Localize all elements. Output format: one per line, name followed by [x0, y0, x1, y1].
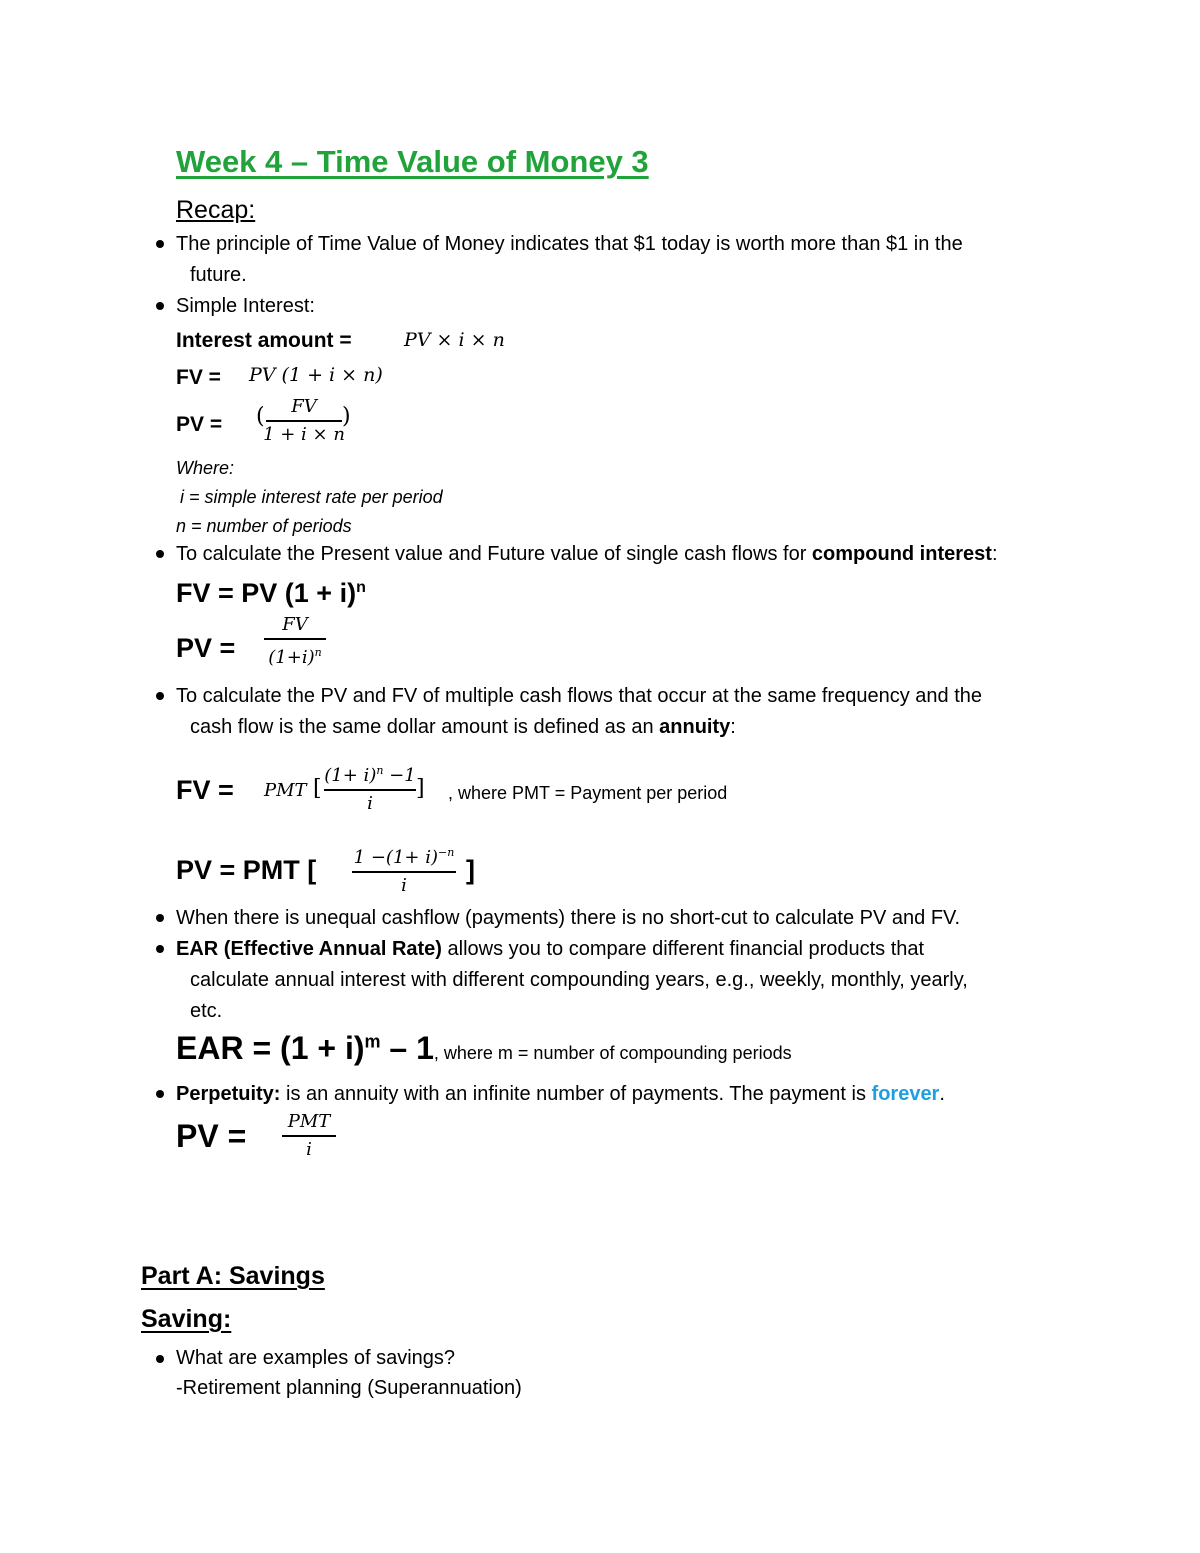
- bullet-ear-line3: etc.: [190, 1000, 223, 1022]
- bullet-marker: [156, 945, 164, 953]
- perpetuity-fraction: [282, 1111, 336, 1161]
- fraction-bar: [282, 1135, 336, 1137]
- where-label: Where:: [176, 458, 235, 478]
- fraction-bar: [324, 789, 416, 791]
- bullet-tvm-line2: future.: [190, 264, 247, 286]
- bullet-simple-interest: Simple Interest:: [176, 295, 315, 317]
- simple-pv-numerator: FV: [291, 396, 317, 417]
- annuity-fv-numerator: $(1+ i)^n -1$: [324, 764, 416, 786]
- simple-pv-label: PV =: [176, 413, 223, 436]
- bullet-marker: [156, 302, 164, 310]
- bullet-marker: [156, 1355, 164, 1363]
- i-definition: i = simple interest rate per period: [180, 487, 443, 507]
- perpetuity-numerator: PMT: [287, 1111, 331, 1132]
- annuity-fv-pmt: PMT: [264, 780, 307, 801]
- bullet-annuity-line1: To calculate the PV and FV of multiple cash flows that occur at the same frequency and the: [176, 685, 982, 707]
- bullet-marker: [156, 240, 164, 248]
- compound-pv-numerator: FV: [282, 614, 308, 635]
- fraction-bar: [352, 871, 456, 873]
- annuity-pv-fraction: [352, 842, 456, 897]
- bullet-ear-line1: EAR (Effective Annual Rate) allows you to compare different financial products that: [176, 938, 925, 960]
- fraction-bar: [264, 638, 326, 640]
- annuity-fv-fraction: [324, 760, 416, 815]
- bullet-savings-examples: What are examples of savings?: [176, 1347, 456, 1369]
- annuity-pv-close: ]: [466, 855, 475, 885]
- bullet-ear-line2: calculate annual interest with different compounding years, e.g., weekly, monthly, yearly,: [190, 969, 968, 991]
- perpetuity-denominator: i: [306, 1138, 312, 1160]
- bullet-marker: [156, 692, 164, 700]
- annuity-pv-label: PV = PMT [: [176, 855, 317, 885]
- recap-heading: Recap:: [176, 196, 256, 224]
- annuity-fv-label: FV =: [176, 775, 234, 805]
- interest-amount-formula: PV × i × n: [404, 329, 505, 351]
- n-definition: n = number of periods: [176, 516, 352, 536]
- interest-amount-label: Interest amount =: [176, 329, 352, 352]
- compound-pv-label: PV =: [176, 633, 236, 663]
- bullet-marker: [156, 914, 164, 922]
- simple-pv-denominator: 1 + i × n: [263, 423, 345, 445]
- bullet-annuity-line2: cash flow is the same dollar amount is defined as an annuity:: [190, 716, 736, 738]
- paren-close: ): [342, 404, 351, 429]
- compound-fv-formula: FV = PV $(1 + i)^n$: [176, 578, 366, 608]
- simple-fv-label: FV =: [176, 366, 221, 389]
- perpetuity-pv-label: PV =: [176, 1118, 247, 1154]
- annuity-fv-note: , where PMT = Payment per period: [448, 783, 728, 803]
- paren-open: (: [256, 404, 265, 429]
- simple-pv-fraction: [263, 396, 345, 446]
- fraction-bar: [266, 420, 342, 422]
- bullet-marker: [156, 1090, 164, 1098]
- simple-fv-formula: PV (1 + i × n): [249, 364, 383, 386]
- saving-heading: Saving:: [141, 1305, 232, 1333]
- bullet-perpetuity: Perpetuity: is an annuity with an infinite number of payments. The payment is forever.: [176, 1083, 945, 1105]
- bullet-unequal-cashflow: When there is unequal cashflow (payments) there is no short-cut to calculate PV and FV.: [176, 907, 961, 929]
- part-a-heading: Part A: Savings: [141, 1262, 325, 1290]
- bracket-open: [: [313, 776, 322, 801]
- bullet-marker: [156, 550, 164, 558]
- page-title: Week 4 – Time Value of Money 3: [176, 144, 649, 179]
- ear-formula: EAR = $(1 + i)^m - 1$, where m = number of compounding periods: [176, 1030, 792, 1066]
- annuity-pv-numerator: $1 -(1+ i)^{-n}$: [353, 846, 455, 868]
- annuity-pv-denominator: i: [401, 874, 407, 896]
- bracket-close: ]: [416, 776, 425, 801]
- annuity-fv-denominator: i: [367, 792, 373, 814]
- compound-pv-denominator: $(1+i)^n$: [268, 645, 322, 668]
- bullet-tvm-line1: The principle of Time Value of Money indicates that $1 today is worth more than $1 in the: [176, 233, 963, 255]
- compound-pv-fraction: [264, 614, 326, 669]
- bullet-compound-interest: To calculate the Present value and Future value of single cash flows for compound interest:: [176, 543, 998, 565]
- savings-example-retirement: -Retirement planning (Superannuation): [176, 1377, 522, 1399]
